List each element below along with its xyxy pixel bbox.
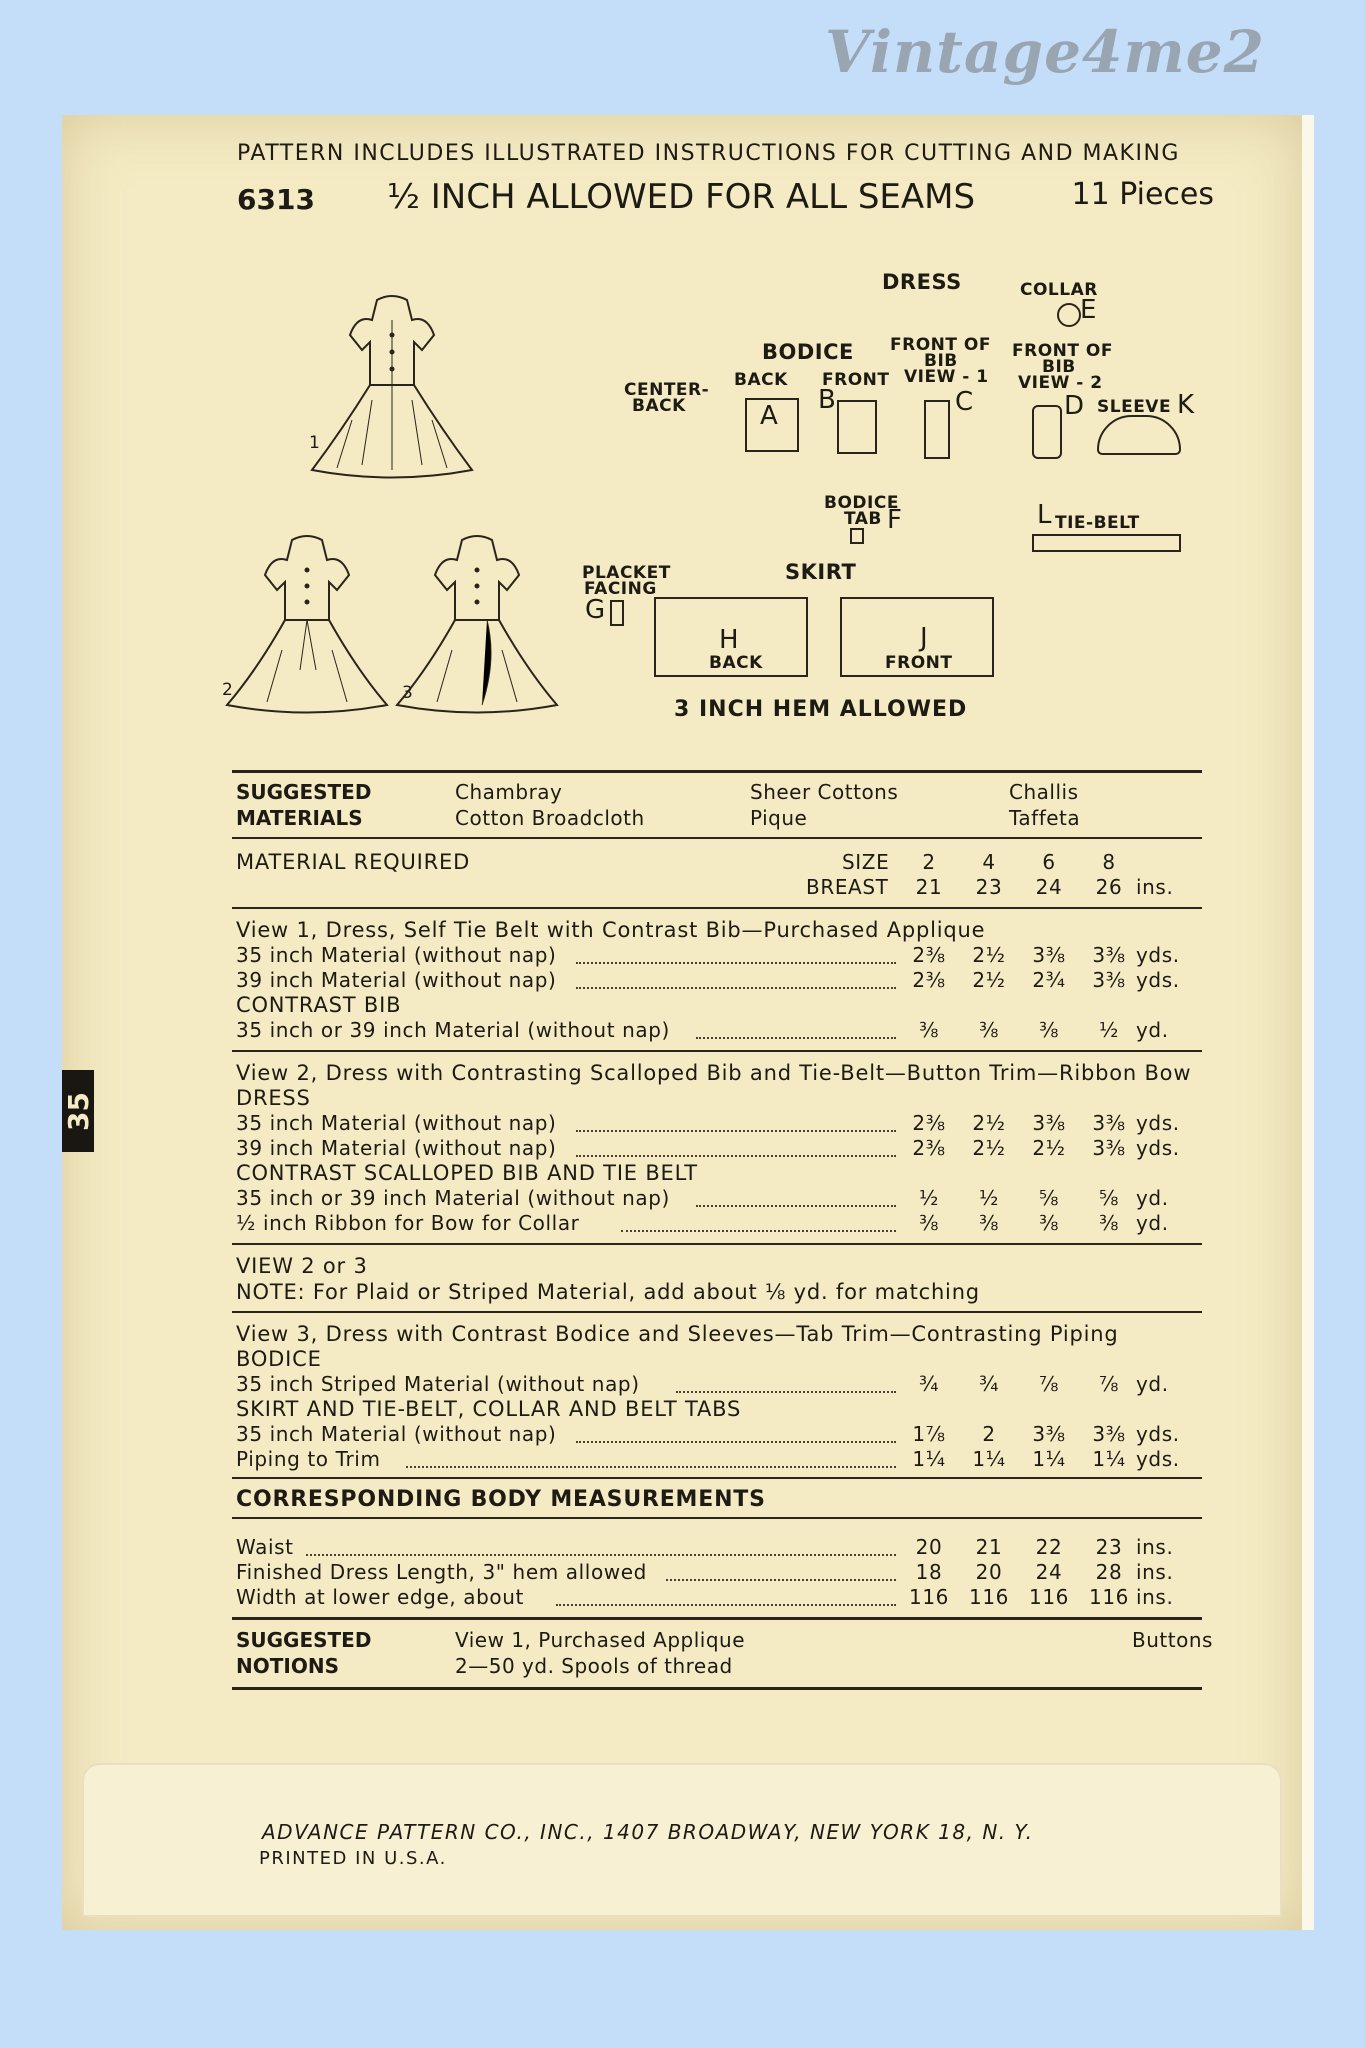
placket-letter: G <box>585 595 606 625</box>
row-value: 2⅜ <box>912 1136 946 1160</box>
dress-view-1-illustration <box>302 280 482 480</box>
row-unit: yds. <box>1136 1136 1180 1160</box>
bodice-tab-label-2: TAB <box>844 509 882 529</box>
view-2-number: 2 <box>222 680 234 700</box>
view1-row-1 <box>236 943 1202 968</box>
skirt-back-letter: H <box>719 625 739 655</box>
leader-dots <box>576 1441 896 1443</box>
row-label: 39 inch Material (without nap) <box>236 968 557 992</box>
row-value: ⅜ <box>919 1211 939 1235</box>
row-value: 2½ <box>972 1111 1006 1135</box>
leader-dots <box>696 1205 896 1207</box>
tie-belt-letter: L <box>1037 500 1052 530</box>
row-value: 116 <box>1029 1585 1069 1609</box>
size-row <box>236 850 1202 875</box>
row-value: 18 <box>915 1560 943 1584</box>
row-value: ⅞ <box>1099 1372 1119 1396</box>
size-tab-label: 35 <box>61 1091 95 1131</box>
row-value: 3⅜ <box>1032 1111 1066 1135</box>
back-label: BACK <box>734 370 788 390</box>
notion-applique: View 1, Purchased Applique <box>455 1628 745 1652</box>
skirt-label: SKIRT <box>785 560 857 584</box>
divider <box>232 1243 1202 1245</box>
body-row-length <box>236 1560 1202 1585</box>
material-taffeta: Taffeta <box>1009 806 1081 830</box>
row-value: ¾ <box>919 1372 939 1396</box>
row-value: 21 <box>975 1535 1003 1559</box>
view2-row-4 <box>236 1211 1202 1236</box>
sleeve-letter: K <box>1177 390 1195 420</box>
row-value: 3⅜ <box>1092 1136 1126 1160</box>
material-chambray: Chambray <box>455 780 563 804</box>
leader-dots <box>556 1604 896 1606</box>
row-value: 3⅜ <box>1092 968 1126 992</box>
row-unit: ins. <box>1136 1535 1174 1559</box>
front-bib-v2-label-2: BIB <box>1042 357 1076 377</box>
row-label: 35 inch or 39 inch Material (without nap) <box>236 1018 670 1042</box>
divider <box>232 1517 1202 1519</box>
view3-row-1 <box>236 1372 1202 1397</box>
material-required-heading: MATERIAL REQUIRED <box>236 850 471 874</box>
view1-row-3 <box>236 1018 1202 1043</box>
front-bib-v1-label-3: VIEW - 1 <box>904 367 989 387</box>
dress-view-3-illustration <box>392 520 562 720</box>
row-value: 116 <box>969 1585 1009 1609</box>
row-value: 116 <box>909 1585 949 1609</box>
view3-heading: View 3, Dress with Contrast Bodice and Sleeves—Tab Trim—Contrasting Piping <box>236 1322 1119 1346</box>
row-unit: yds. <box>1136 943 1180 967</box>
notions-heading: SUGGESTED <box>236 1628 372 1652</box>
row-unit: ins. <box>1136 1585 1174 1609</box>
tie-belt-piece <box>1032 534 1181 552</box>
breast-value: 23 <box>975 875 1003 899</box>
view2-heading: View 2, Dress with Contrasting Scalloped Bib and Tie-Belt—Button Trim—Ribbon Bow <box>236 1061 1192 1085</box>
row-label: 35 inch Material (without nap) <box>236 1111 557 1135</box>
bodice-tab-piece <box>850 528 864 544</box>
view3-subheading-skirt: SKIRT AND TIE-BELT, COLLAR AND BELT TABS <box>236 1397 742 1421</box>
front-bib-v1-label: FRONT OF <box>890 335 991 355</box>
row-value: 3⅜ <box>1092 1422 1126 1446</box>
material-sheer-cottons: Sheer Cottons <box>750 780 899 804</box>
row-value: 20 <box>975 1560 1003 1584</box>
row-unit: yd. <box>1136 1372 1169 1396</box>
row-unit: yd. <box>1136 1211 1169 1235</box>
center-back-label-2: BACK <box>632 396 686 416</box>
row-label: 35 inch Striped Material (without nap) <box>236 1372 640 1396</box>
size-value: 6 <box>1042 850 1056 874</box>
material-pique: Pique <box>750 806 808 830</box>
divider <box>232 1687 1202 1690</box>
size-value: 2 <box>922 850 936 874</box>
row-label: ½ inch Ribbon for Bow for Collar <box>236 1211 580 1235</box>
row-value: 3⅜ <box>1032 1422 1066 1446</box>
row-value: 2¾ <box>1032 968 1066 992</box>
view-3-number: 3 <box>402 683 414 703</box>
back-bodice-letter: A <box>760 401 778 431</box>
collar-letter: E <box>1080 295 1097 325</box>
view2-subheading-dress: DRESS <box>236 1086 311 1110</box>
notion-thread: 2—50 yd. Spools of thread <box>455 1654 733 1678</box>
row-value: ⅜ <box>1039 1211 1059 1235</box>
materials-heading: SUGGESTED <box>236 780 372 804</box>
leader-dots <box>676 1391 896 1393</box>
row-label: 35 inch Material (without nap) <box>236 1422 557 1446</box>
publisher-address: ADVANCE PATTERN CO., INC., 1407 BROADWAY, NEW YORK 18, N. Y. <box>262 1820 1034 1844</box>
row-unit: yd. <box>1136 1018 1169 1042</box>
row-value: ⅝ <box>1039 1186 1059 1210</box>
row-label: Waist <box>236 1535 294 1559</box>
divider <box>232 1617 1202 1620</box>
dress-view-2-illustration <box>222 520 392 720</box>
row-value: 2⅜ <box>912 968 946 992</box>
row-value: ½ <box>919 1186 939 1210</box>
front-bib-v1-letter: C <box>955 387 974 417</box>
size-label: SIZE <box>842 850 890 874</box>
placket-label: PLACKET <box>582 563 671 583</box>
row-value: 2⅜ <box>912 943 946 967</box>
view1-row-2 <box>236 968 1202 993</box>
dress-label: DRESS <box>882 270 962 294</box>
divider <box>232 907 1202 909</box>
view-1-number: 1 <box>309 433 321 453</box>
body-measurements-heading: CORRESPONDING BODY MEASUREMENTS <box>236 1487 766 1512</box>
row-value: 3⅜ <box>1032 943 1066 967</box>
sleeve-piece <box>1097 415 1181 455</box>
breast-value: 21 <box>915 875 943 899</box>
row-value: 1¼ <box>912 1447 946 1471</box>
row-label: 35 inch Material (without nap) <box>236 943 557 967</box>
row-value: 116 <box>1089 1585 1129 1609</box>
skirt-front-letter: J <box>920 623 928 653</box>
row-label: 39 inch Material (without nap) <box>236 1136 557 1160</box>
row-value: 28 <box>1095 1560 1123 1584</box>
row-value: 2⅜ <box>912 1111 946 1135</box>
breast-value: 26 <box>1095 875 1123 899</box>
size-value: 8 <box>1102 850 1116 874</box>
body-row-waist <box>236 1535 1202 1560</box>
skirt-back-label: BACK <box>709 653 763 673</box>
materials-heading-2: MATERIALS <box>236 806 363 830</box>
row-value: ⅜ <box>979 1018 999 1042</box>
view2-row-3 <box>236 1186 1202 1211</box>
note-view-label: VIEW 2 or 3 <box>236 1254 368 1278</box>
bodice-label: BODICE <box>762 340 854 364</box>
row-value: 1⅞ <box>912 1422 946 1446</box>
view1-subheading: CONTRAST BIB <box>236 993 402 1017</box>
row-value: 2 <box>982 1422 996 1446</box>
row-value: ½ <box>979 1186 999 1210</box>
breast-row <box>236 875 1202 900</box>
leader-dots <box>306 1554 896 1556</box>
row-value: 23 <box>1095 1535 1123 1559</box>
tie-belt-label: TIE-BELT <box>1055 513 1140 533</box>
row-value: 22 <box>1035 1535 1063 1559</box>
row-value: 3⅜ <box>1092 943 1126 967</box>
leader-dots <box>621 1230 896 1232</box>
row-value: 1¼ <box>1092 1447 1126 1471</box>
row-label: Piping to Trim <box>236 1447 381 1471</box>
size-tab <box>62 1070 94 1152</box>
view2-row-1 <box>236 1111 1202 1136</box>
breast-label: BREAST <box>806 875 889 899</box>
divider <box>232 1311 1202 1313</box>
collar-label: COLLAR <box>1020 280 1098 300</box>
row-value: 3⅜ <box>1092 1111 1126 1135</box>
row-value: 1¼ <box>1032 1447 1066 1471</box>
collar-piece <box>1057 303 1081 327</box>
leader-dots <box>576 987 896 989</box>
row-value: 2½ <box>1032 1136 1066 1160</box>
front-bodice-piece <box>837 400 877 454</box>
divider <box>232 1050 1202 1052</box>
row-value: 24 <box>1035 1560 1063 1584</box>
row-unit: ins. <box>1136 1560 1174 1584</box>
printed-in: PRINTED IN U.S.A. <box>259 1848 447 1869</box>
row-value: ½ <box>1099 1018 1119 1042</box>
seam-allowance: ½ INCH ALLOWED FOR ALL SEAMS <box>387 177 976 217</box>
center-back-label: CENTER- <box>624 380 710 400</box>
view3-row-3 <box>236 1447 1202 1472</box>
row-value: ⅝ <box>1099 1186 1119 1210</box>
row-value: 20 <box>915 1535 943 1559</box>
notion-buttons: Buttons <box>1132 1628 1213 1652</box>
row-value: 2½ <box>972 968 1006 992</box>
size-value: 4 <box>982 850 996 874</box>
notions-heading-2: NOTIONS <box>236 1654 339 1678</box>
sleeve-label: SLEEVE <box>1097 397 1172 417</box>
view3-subheading-bodice: BODICE <box>236 1347 322 1371</box>
material-challis: Challis <box>1009 780 1079 804</box>
leader-dots <box>666 1579 896 1581</box>
breast-unit: ins. <box>1136 875 1174 899</box>
front-bib-v2-letter: D <box>1064 391 1085 421</box>
pieces-count: 11 Pieces <box>1071 177 1214 212</box>
row-unit: yds. <box>1136 1422 1180 1446</box>
row-label: Width at lower edge, about <box>236 1585 524 1609</box>
divider <box>232 1477 1202 1479</box>
material-broadcloth: Cotton Broadcloth <box>455 806 645 830</box>
row-label: 35 inch or 39 inch Material (without nap) <box>236 1186 670 1210</box>
row-value: ¾ <box>979 1372 999 1396</box>
skirt-front-label: FRONT <box>885 653 953 673</box>
front-bib-v1-label-2: BIB <box>924 351 958 371</box>
row-value: ⅜ <box>979 1211 999 1235</box>
row-value: 2½ <box>972 1136 1006 1160</box>
row-unit: yds. <box>1136 968 1180 992</box>
row-value: ⅜ <box>1099 1211 1119 1235</box>
row-value: ⅜ <box>1039 1018 1059 1042</box>
front-label: FRONT <box>822 370 890 390</box>
header-instructions: PATTERN INCLUDES ILLUSTRATED INSTRUCTIONS FOR CUTTING AND MAKING <box>237 141 1180 166</box>
front-bib-v2-label: FRONT OF <box>1012 341 1113 361</box>
row-value: ⅞ <box>1039 1372 1059 1396</box>
view1-heading: View 1, Dress, Self Tie Belt with Contrast Bib—Purchased Applique <box>236 918 986 942</box>
row-unit: yd. <box>1136 1186 1169 1210</box>
leader-dots <box>576 1130 896 1132</box>
bodice-tab-letter: F <box>887 505 902 535</box>
watermark-logo: Vintage4me2 <box>825 18 1265 86</box>
divider <box>232 770 1202 773</box>
breast-value: 24 <box>1035 875 1063 899</box>
placket-label-2: FACING <box>584 579 657 599</box>
note-text: NOTE: For Plaid or Striped Material, add about ⅛ yd. for matching <box>236 1280 980 1304</box>
front-bodice-letter: B <box>818 385 836 415</box>
divider <box>232 837 1202 839</box>
placket-piece <box>610 600 624 626</box>
body-row-width <box>236 1585 1202 1610</box>
row-label: Finished Dress Length, 3" hem allowed <box>236 1560 647 1584</box>
leader-dots <box>576 962 896 964</box>
hem-allowance: 3 INCH HEM ALLOWED <box>674 697 968 722</box>
view2-subheading-bib: CONTRAST SCALLOPED BIB AND TIE BELT <box>236 1161 698 1185</box>
row-value: 1¼ <box>972 1447 1006 1471</box>
leader-dots <box>576 1155 896 1157</box>
row-value: ⅜ <box>919 1018 939 1042</box>
front-bib-v2-label-3: VIEW - 2 <box>1018 373 1103 393</box>
front-bib-v1-piece <box>924 400 950 459</box>
row-unit: yds. <box>1136 1111 1180 1135</box>
pattern-envelope-back <box>62 115 1314 1930</box>
view3-row-2 <box>236 1422 1202 1447</box>
front-bib-v2-piece <box>1032 405 1062 459</box>
leader-dots <box>406 1466 896 1468</box>
pattern-number: 6313 <box>237 183 315 216</box>
row-unit: yds. <box>1136 1447 1180 1471</box>
row-value: 2½ <box>972 943 1006 967</box>
bodice-tab-label: BODICE <box>824 493 899 513</box>
leader-dots <box>696 1037 896 1039</box>
view2-row-2 <box>236 1136 1202 1161</box>
